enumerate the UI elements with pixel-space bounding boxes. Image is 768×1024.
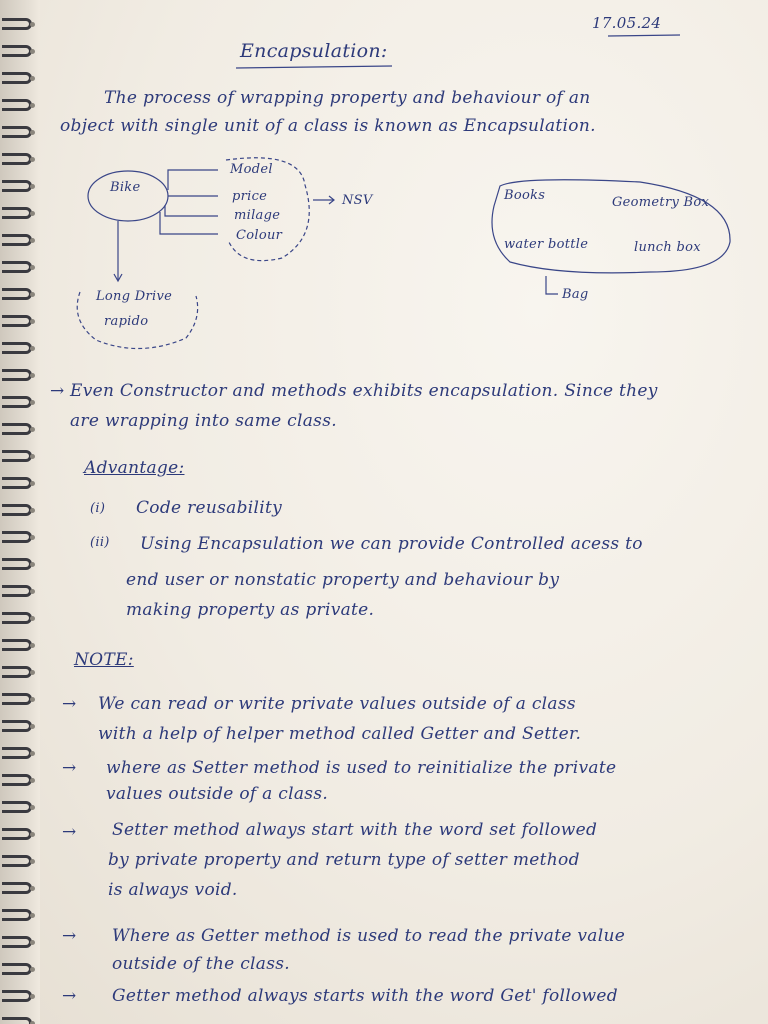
property-model: Model bbox=[230, 162, 273, 177]
note-point-2-line-2: values outside of a class. bbox=[106, 784, 329, 804]
arrow-glyph: → bbox=[62, 926, 77, 946]
advantage-item-2-marker: (ii) bbox=[90, 535, 110, 550]
note-heading: NOTE: bbox=[74, 650, 134, 670]
connector-model bbox=[168, 170, 218, 190]
arrow-glyph: → bbox=[62, 758, 77, 778]
arrow-glyph: → bbox=[62, 694, 77, 714]
advantage-item-2-line-2: end user or nonstatic property and behaviour by bbox=[126, 570, 560, 590]
advantage-item-1: Code reusability bbox=[136, 498, 283, 518]
statement-line-1: Even Constructor and methods exhibits encapsulation. Since they bbox=[70, 381, 658, 401]
bag-item-books: Books bbox=[504, 188, 546, 203]
bag-item-water-bottle: water bottle bbox=[504, 237, 589, 252]
page-date: 17.05.24 bbox=[592, 14, 662, 32]
nsv-label: NSV bbox=[342, 193, 373, 208]
property-colour: Colour bbox=[236, 228, 283, 243]
note-point-3-line-3: is always void. bbox=[108, 880, 238, 900]
connector-colour bbox=[160, 212, 218, 234]
bag-label: Bag bbox=[562, 287, 589, 302]
bag-item-lunch-box: lunch box bbox=[634, 240, 701, 255]
title-underline bbox=[236, 66, 392, 68]
definition-line-1: The process of wrapping property and behaviour of an bbox=[104, 88, 591, 108]
bag-arrow bbox=[546, 276, 558, 294]
property-milage: milage bbox=[234, 208, 281, 223]
behaviour-long-drive: Long Drive bbox=[96, 289, 173, 304]
advantage-item-2-line-3: making property as private. bbox=[126, 600, 375, 620]
bag-item-geometry-box: Geometry Box bbox=[612, 195, 710, 210]
bike-oval bbox=[88, 171, 168, 221]
advantage-item-2-line-1: Using Encapsulation we can provide Controlled acess to bbox=[140, 534, 643, 554]
note-point-4-line-1: Where as Getter method is used to read the private value bbox=[112, 926, 626, 946]
note-point-1-line-2: with a help of helper method called Getter and Setter. bbox=[98, 724, 582, 744]
advantage-heading: Advantage: bbox=[84, 458, 185, 478]
note-point-3-line-1: Setter method always start with the word set followed bbox=[112, 820, 598, 840]
note-point-3-line-2: by private property and return type of setter method bbox=[108, 850, 580, 870]
date-underline bbox=[608, 35, 680, 36]
arrow-glyph: → bbox=[62, 986, 77, 1006]
note-point-1-line-1: We can read or write private values outside of a class bbox=[98, 694, 576, 714]
definition-line-2: object with single unit of a class is known as Encapsulation. bbox=[60, 116, 596, 136]
advantage-item-1-marker: (i) bbox=[90, 501, 106, 516]
behaviour-rapido: rapido bbox=[104, 314, 149, 329]
note-point-2-line-1: where as Setter method is used to reinitialize the private bbox=[106, 758, 617, 778]
statement-line-2: are wrapping into same class. bbox=[70, 411, 337, 431]
arrow-glyph: → bbox=[62, 822, 77, 842]
bike-label: Bike bbox=[110, 180, 141, 195]
note-point-4-line-2: outside of the class. bbox=[112, 954, 290, 974]
note-point-5-line-1: Getter method always starts with the word Get' followed bbox=[112, 986, 618, 1006]
arrow-glyph: → bbox=[50, 381, 65, 401]
property-price: price bbox=[232, 189, 268, 204]
page-title: Encapsulation: bbox=[240, 40, 388, 62]
connector-milage bbox=[165, 205, 218, 216]
